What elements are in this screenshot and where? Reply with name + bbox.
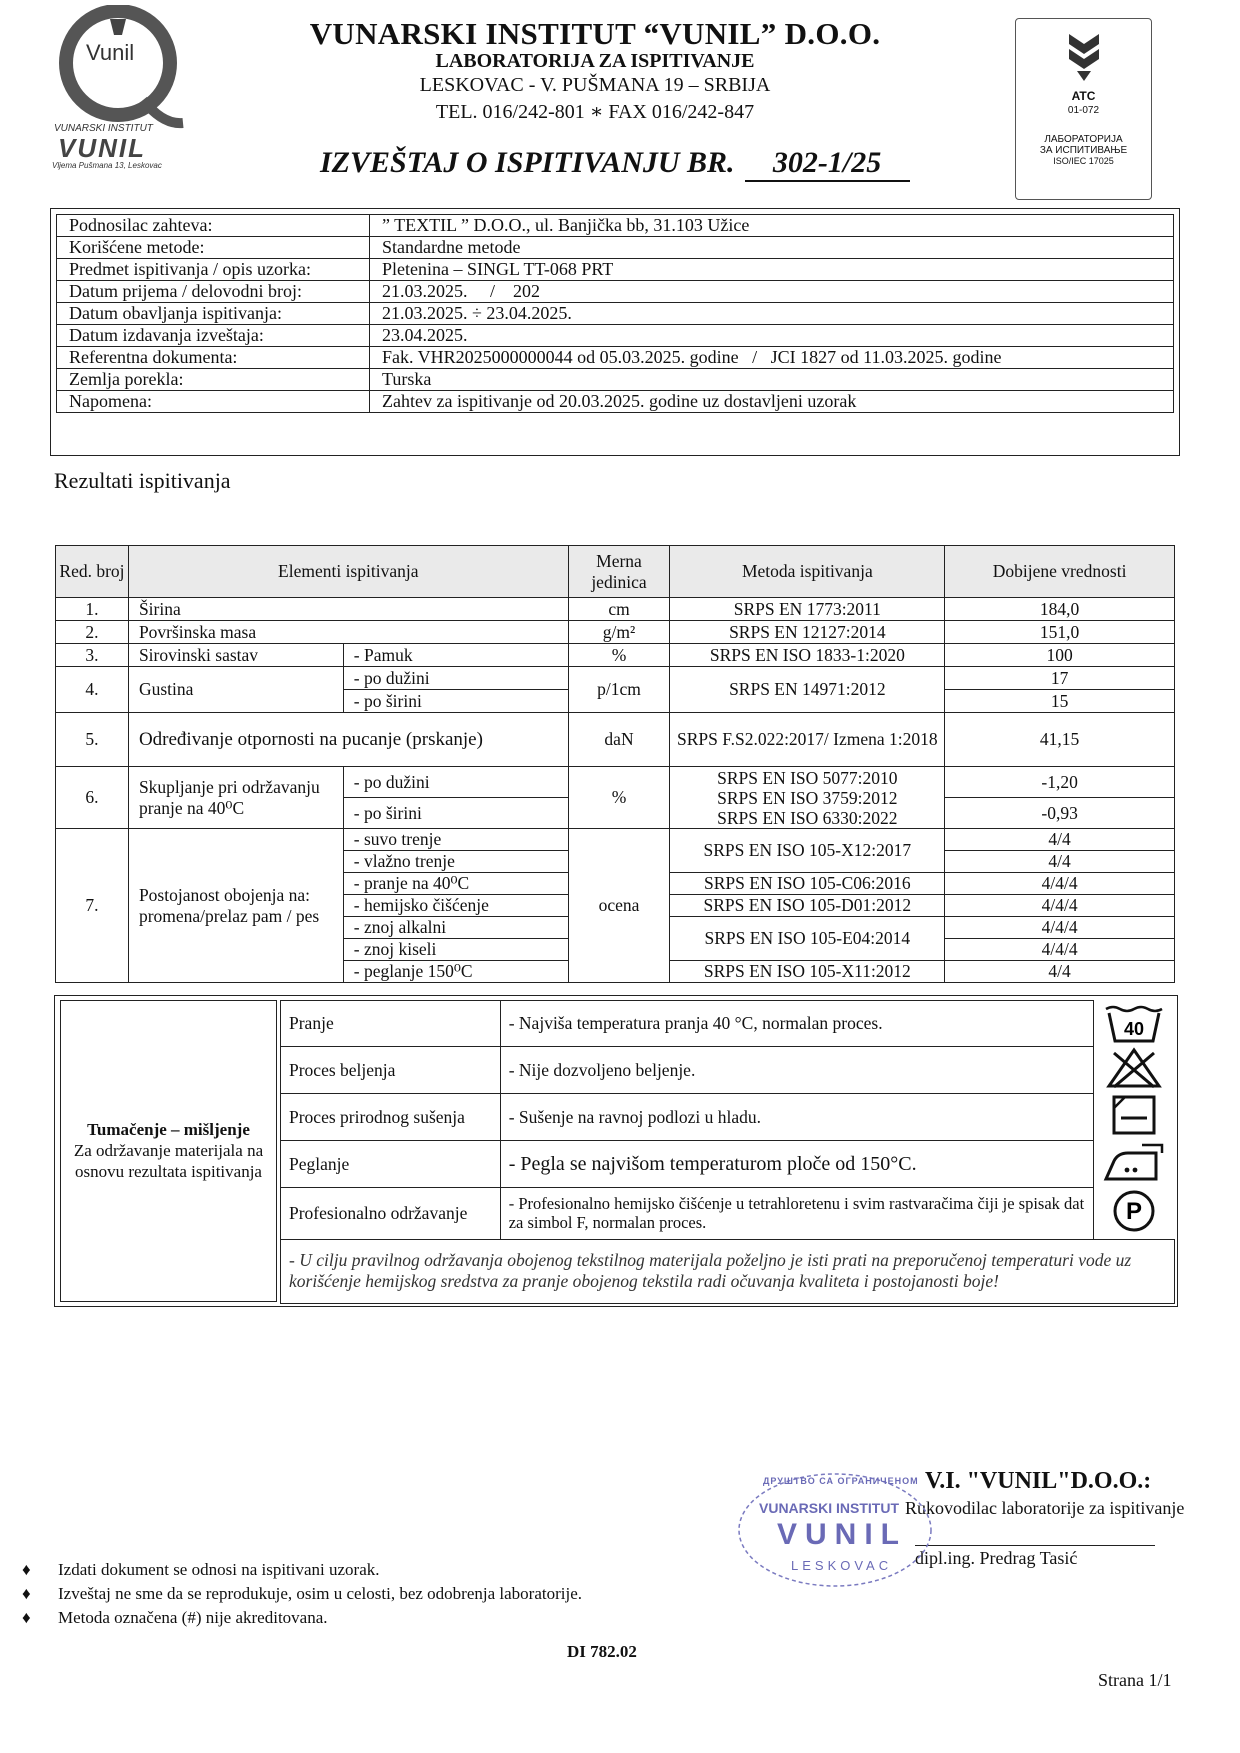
row-unit: cm [568, 598, 670, 621]
row-method: SRPS EN ISO 3759:2012 [717, 787, 898, 808]
row-no: 7. [56, 829, 129, 983]
info-row [57, 237, 1174, 259]
row-sub: - po dužini [343, 767, 568, 798]
row-value: 15 [945, 690, 1175, 713]
row-value: 4/4 [945, 961, 1175, 983]
header-unit: Merna jedinica [568, 546, 670, 598]
report-title [320, 146, 910, 182]
info-value: Turska [370, 369, 1174, 391]
info-row [57, 369, 1174, 391]
logo-circle-text: Vunil [86, 40, 135, 65]
info-value: Pletenina – SINGL TT-068 PRT [370, 259, 1174, 281]
address: LESKOVAC - V. PUŠMANA 19 – SRBIJA [419, 74, 771, 96]
info-row [57, 259, 1174, 281]
report-number: 302-1/25 [745, 146, 910, 182]
info-row [57, 347, 1174, 369]
info-value: Standardne metode [370, 237, 1174, 259]
row-value: 151,0 [945, 621, 1175, 644]
header-method: Metoda ispitivanja [670, 546, 945, 598]
row-sub: - suvo trenje [343, 829, 568, 851]
row-sub: - po dužini [343, 667, 568, 690]
row-method: SRPS EN ISO 1833-1:2020 [670, 644, 945, 667]
institute-name: VUNARSKI INSTITUT “VUNIL” D.O.O. [309, 16, 881, 51]
row-sub: - znoj alkalni [343, 917, 568, 939]
header-value: Dobijene vrednosti [945, 546, 1175, 598]
row-method: SRPS EN ISO 105-D01:2012 [670, 895, 945, 917]
row-element: Postojanost obojenja na: promena/prelaz pam / pes [128, 829, 343, 983]
atc-line2: ЗА ИСПИТИВАЊЕ [1039, 145, 1128, 156]
info-label: Napomena: [57, 391, 370, 413]
institute-logo [48, 5, 188, 175]
info-value: Zahtev za ispitivanje od 20.03.2025. godine uz dostavljeni uzorak [370, 391, 1174, 413]
professional-p-icon [1094, 1188, 1175, 1240]
signature-name: dipl.ing. Predrag Tasić [915, 1548, 1078, 1568]
atc-line1: ЛАБОРАТОРИЈА [1044, 134, 1123, 145]
info-label: Korišćene metode: [57, 237, 370, 259]
row-no: 3. [56, 644, 129, 667]
row-method: SRPS EN ISO 105-X11:2012 [670, 961, 945, 983]
row-method: SRPS EN 1773:2011 [670, 598, 945, 621]
atc-code: 01-072 [1067, 105, 1100, 116]
row-element: Širina [128, 598, 568, 621]
row-value: 184,0 [945, 598, 1175, 621]
info-value: 21.03.2025. ÷ 23.04.2025. [370, 303, 1174, 325]
row-value: 4/4/4 [945, 873, 1175, 895]
logo-address: Vljema Pušmana 13, Leskovac [52, 161, 162, 170]
doc-code: DI 782.02 [567, 1642, 637, 1661]
row-value: -0,93 [945, 798, 1175, 829]
logo-under-text: VUNARSKI INSTITUT [54, 123, 153, 134]
row-sub: - peglanje 150⁰C [343, 961, 568, 983]
footnote: ♦ Izdati dokument se odnosi na ispitivani uzorak. [22, 1560, 380, 1579]
row-value: 4/4/4 [945, 939, 1175, 961]
row-value: 41,15 [945, 713, 1175, 767]
row-unit: ocena [568, 829, 670, 983]
info-row [57, 281, 1174, 303]
row-unit: % [568, 767, 670, 829]
professional-p-label: P [1126, 1197, 1143, 1225]
footnote: ♦ Izveštaj ne sme da se reprodukuje, osim u celosti, bez odobrenja laboratorije. [22, 1584, 582, 1603]
signature-company: V.I. "VUNIL"D.O.O.: [925, 1468, 1152, 1494]
interpretation-text: Za održavanje materijala na osnovu rezultata ispitivanja [73, 1141, 264, 1181]
info-row [57, 391, 1174, 413]
row-value: -1,20 [945, 767, 1175, 798]
row-no: 2. [56, 621, 129, 644]
row-value: 4/4/4 [945, 917, 1175, 939]
row-sub: - vlažno trenje [343, 851, 568, 873]
row-value: 17 [945, 667, 1175, 690]
row-method: SRPS EN ISO 105-E04:2014 [670, 917, 945, 961]
care-text: - Pegla se najvišom temperaturom ploče od 150°C. [500, 1141, 1094, 1188]
header-no: Red. broj [56, 546, 129, 598]
care-label: Proces beljenja [281, 1047, 501, 1094]
no-bleach-icon [1094, 1047, 1175, 1094]
wash-40-label: 40 [1124, 1018, 1145, 1039]
row-value: 100 [945, 644, 1175, 667]
company-stamp [735, 1470, 935, 1590]
stamp-top: ДРУШТВО СА ОГРАНИЧЕНОМ [763, 1476, 919, 1486]
row-element: Određivanje otpornosti na pucanje (prskanje) [128, 713, 568, 767]
info-label: Referentna dokumenta: [57, 347, 370, 369]
signature-role: Rukovodilac laboratorije za ispitivanje [905, 1498, 1185, 1518]
row-no: 4. [56, 667, 129, 713]
row-sub: - po širini [343, 690, 568, 713]
care-label: Profesionalno održavanje [281, 1188, 501, 1240]
page-number: Strana 1/1 [1098, 1670, 1172, 1690]
results-table [55, 545, 1175, 983]
footnotes [22, 1558, 582, 1630]
info-row [57, 325, 1174, 347]
care-note: - U cilju pravilnog održavanja obojenog tekstilnog materijala poželjno je isti prati na preporučenoj temperaturi vode uz korišćenje hemijskog sredstva za pranje obojenog tekstila radi očuvanja kvaliteta i postojanosti boje! [281, 1239, 1175, 1303]
care-text: - Sušenje na ravnoj podlozi u hladu. [500, 1094, 1094, 1141]
row-unit: p/1cm [568, 667, 670, 713]
info-label: Datum izdavanja izveštaja: [57, 325, 370, 347]
interpretation-left [60, 1000, 277, 1302]
row-element: Skupljanje pri održavanju pranje na 40⁰C [128, 767, 343, 829]
row-unit: g/m² [568, 621, 670, 644]
info-row [57, 215, 1174, 237]
row-no: 5. [56, 713, 129, 767]
care-label: Peglanje [281, 1141, 501, 1188]
info-label: Datum prijema / delovodni broj: [57, 281, 370, 303]
atc-label: ATC [1071, 89, 1096, 103]
row-no: 6. [56, 767, 129, 829]
row-unit: % [568, 644, 670, 667]
stamp-big: VUNIL [777, 1518, 907, 1551]
row-sub: - hemijsko čišćenje [343, 895, 568, 917]
lab-name: LABORATORIJA ZA ISPITIVANJE [435, 50, 755, 72]
info-row [57, 303, 1174, 325]
care-text: - Profesionalno hemijsko čišćenje u tetrahloretenu i svim rastvaračima čiji je spisak dat za simbol F, normalan proces. [500, 1188, 1094, 1240]
info-label: Predmet ispitivanja / opis uzorka: [57, 259, 370, 281]
info-label: Zemlja porekla: [57, 369, 370, 391]
row-value: 4/4/4 [945, 895, 1175, 917]
iron-150-icon [1094, 1141, 1175, 1188]
row-element: Gustina [128, 667, 343, 713]
interpretation-title: Tumačenje – mišljenje [87, 1120, 250, 1139]
header-element: Elementi ispitivanja [128, 546, 568, 598]
signature-line [915, 1545, 1155, 1546]
info-value: ” TEXTIL ” D.O.O., ul. Banjička bb, 31.103 Užice [370, 215, 1174, 237]
row-sub: - po širini [343, 798, 568, 829]
row-sub: - pranje na 40⁰C [343, 873, 568, 895]
row-method: SRPS F.S2.022:2017/ Izmena 1:2018 [670, 713, 945, 767]
row-value: 4/4 [945, 851, 1175, 873]
row-sub: - Pamuk [343, 644, 568, 667]
info-value: Fak. VHR2025000000044 od 05.03.2025. godine / JCI 1827 od 11.03.2025. godine [370, 347, 1174, 369]
stamp-bottom: LESKOVAC [791, 1558, 893, 1573]
dry-flat-shade-icon [1094, 1094, 1175, 1141]
wash-40-icon [1094, 1001, 1174, 1047]
logo-wordmark: VUNIL [58, 133, 146, 163]
row-method: SRPS EN 14971:2012 [670, 667, 945, 713]
info-value: 23.04.2025. [370, 325, 1174, 347]
info-value: 21.03.2025. / 202 [370, 281, 1174, 303]
row-method: SRPS EN 12127:2014 [670, 621, 945, 644]
care-text: - Nije dozvoljeno beljenje. [500, 1047, 1094, 1094]
stamp-mid: VUNARSKI INSTITUT [759, 1500, 899, 1516]
care-text: - Najviša temperatura pranja 40 °C, normalan proces. [500, 1001, 1094, 1047]
phone-fax: TEL. 016/242-801 ∗ FAX 016/242-847 [435, 101, 755, 123]
row-method-group [670, 767, 945, 829]
row-value: 4/4 [945, 829, 1175, 851]
row-sub: - znoj kiseli [343, 939, 568, 961]
row-element: Sirovinski sastav [128, 644, 343, 667]
accreditation-badge [1015, 18, 1152, 200]
row-method: SRPS EN ISO 6330:2022 [717, 807, 898, 828]
row-method: SRPS EN ISO 105-C06:2016 [670, 873, 945, 895]
atc-logo-icon [1059, 29, 1109, 84]
care-label: Proces prirodnog sušenja [281, 1094, 501, 1141]
results-title: Rezultati ispitivanja [54, 468, 231, 493]
row-element: Površinska masa [128, 621, 568, 644]
care-table [280, 1000, 1175, 1304]
info-label: Datum obavljanja ispitivanja: [57, 303, 370, 325]
row-unit: daN [568, 713, 670, 767]
info-table [56, 214, 1174, 413]
row-no: 1. [56, 598, 129, 621]
info-label: Podnosilac zahteva: [57, 215, 370, 237]
report-title-label: IZVEŠTAJ O ISPITIVANJU BR. [320, 146, 735, 179]
atc-line3: ISO/IEC 17025 [1053, 156, 1114, 166]
row-method: SRPS EN ISO 105-X12:2017 [670, 829, 945, 873]
row-method: SRPS EN ISO 5077:2010 [717, 767, 898, 788]
footnote: ♦ Metoda označena (#) nije akreditovana. [22, 1608, 328, 1627]
care-label: Pranje [281, 1001, 501, 1047]
